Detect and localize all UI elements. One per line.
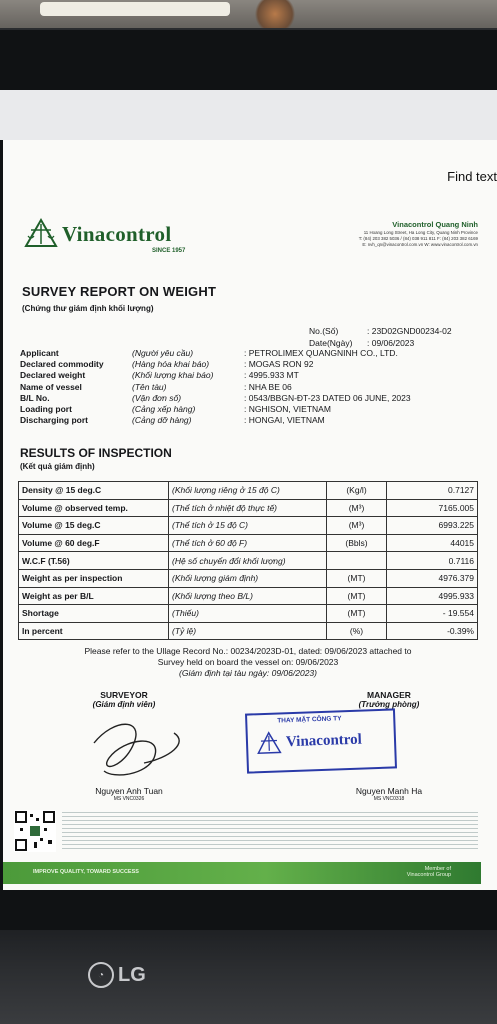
result-en: W.C.F (T.56)	[19, 552, 169, 570]
info-val: : NGHISON, VIETNAM	[244, 404, 331, 415]
branch-address: 11 Hoang Long Street, Ha Long City, Quang Ninh Province	[363, 230, 478, 235]
note-line-3: (Giám định tại tàu ngày: 09/06/2023)	[179, 668, 317, 678]
ceiling-light	[40, 2, 230, 16]
results-table	[18, 481, 478, 640]
footer-member-2: Vinacontrol Group	[406, 872, 451, 878]
footer-member	[407, 866, 451, 878]
info-row	[20, 393, 480, 404]
ceiling-lamp	[250, 0, 300, 28]
result-unit: (M³)	[327, 517, 387, 535]
branch-name: Vinacontrol Quang Ninh	[392, 220, 478, 229]
no-label: No.(Số)	[309, 326, 339, 336]
table-row	[19, 552, 478, 570]
find-text-button[interactable]: Find text	[447, 169, 497, 184]
info-val: : 0543/BBGN-ĐT-23 DATED 06 JUNE, 2023	[244, 392, 411, 403]
result-en: Weight as per inspection	[19, 569, 169, 587]
info-row	[20, 404, 480, 415]
result-unit: (MT)	[327, 605, 387, 623]
report-title: SURVEY REPORT ON WEIGHT	[22, 284, 217, 299]
result-value: 7165.005	[387, 499, 478, 517]
table-row	[19, 622, 478, 640]
result-unit: (Bbls)	[327, 534, 387, 552]
ullage-note	[14, 646, 482, 679]
result-value: 6993.225	[387, 517, 478, 535]
logo-since: SINCE 1957	[152, 248, 186, 254]
result-unit: (M³)	[327, 499, 387, 517]
branch-phone: T: (84) 203 382 5036 / (84) 038 911 811 F: (84) 203 382 6169	[358, 236, 478, 241]
table-row	[19, 569, 478, 587]
result-en: Volume @ 60 deg.F	[19, 534, 169, 552]
info-row	[20, 348, 480, 359]
footer-slogan: IMPROVE QUALITY, TOWARD SUCCESS	[33, 869, 139, 875]
lg-circle-icon: ◔	[88, 962, 114, 988]
surveyor-signature	[74, 713, 204, 783]
info-vn: (Khối lượng khai báo)	[132, 370, 214, 381]
result-vn: (Tỷ lệ)	[169, 622, 327, 640]
info-val: : MOGAS RON 92	[244, 359, 314, 370]
info-vn: (Vận đơn số)	[132, 392, 182, 403]
table-row	[19, 587, 478, 605]
result-value: 0.7116	[387, 552, 478, 570]
result-en: Volume @ observed temp.	[19, 499, 169, 517]
monitor-bezel	[0, 930, 497, 1024]
result-vn: (Thể tích ở 60 độ F)	[169, 534, 327, 552]
fine-print	[62, 812, 478, 852]
result-value: 4995.933	[387, 587, 478, 605]
table-row	[19, 517, 478, 535]
table-row	[19, 534, 478, 552]
info-val: : PETROLIMEX QUANGNINH CO., LTD.	[244, 348, 398, 358]
result-value: 0.7127	[387, 482, 478, 500]
info-list	[20, 348, 480, 426]
stamp-top-text: THAY MẶT CÔNG TY	[277, 715, 342, 725]
info-vn: (Tên tàu)	[132, 381, 167, 392]
info-vn: (Cảng dỡ hàng)	[132, 415, 192, 426]
stamp-scales-icon	[256, 730, 283, 757]
qr-code-icon	[14, 810, 56, 852]
branch-info	[218, 220, 478, 247]
manager-block	[344, 690, 434, 709]
note-line-1: Please refer to the Ullage Record No.: 00234/2023D-01, dated: 09/06/2023 attached to	[84, 646, 412, 656]
result-en: In percent	[19, 622, 169, 640]
info-vn: (Người yêu cầu)	[132, 348, 194, 358]
manager-name-block	[334, 786, 444, 802]
result-vn: (Thể tích ở nhiệt độ thực tế)	[169, 499, 327, 517]
surveyor-role-vn: (Giám định viên)	[92, 700, 156, 709]
info-en: Name of vessel	[20, 381, 82, 392]
manager-role-vn: (Trưởng phòng)	[358, 700, 420, 709]
result-vn: (Khối lượng theo B/L)	[169, 587, 327, 605]
result-vn: (Thể tích ở 15 độ C)	[169, 517, 327, 535]
info-val: : HONGAI, VIETNAM	[244, 415, 325, 426]
info-en: Loading port	[20, 404, 72, 415]
logo-wordmark: Vinacontrol	[62, 222, 172, 246]
footer-band	[3, 862, 481, 884]
result-value: 4976.379	[387, 569, 478, 587]
no-value: : 23D02GND00234-02	[367, 326, 452, 336]
info-row	[20, 370, 480, 381]
result-value: 44015	[387, 534, 478, 552]
result-vn: (Hệ số chuyển đổi khối lượng)	[169, 552, 327, 570]
info-vn: (Cảng xếp hàng)	[132, 404, 196, 415]
manager-name: Nguyen Manh Ha	[355, 786, 423, 796]
info-en: B/L No.	[20, 392, 50, 403]
vinacontrol-logo	[24, 218, 204, 254]
table-row	[19, 499, 478, 517]
result-vn: (Thiếu)	[169, 605, 327, 623]
result-unit: (%)	[327, 622, 387, 640]
footer-member-1: Member of	[424, 866, 451, 872]
surveyor-block	[84, 690, 164, 709]
surveyor-ms: MS VNC0326	[113, 796, 145, 802]
table-row	[19, 605, 478, 623]
report-subtitle: (Chứng thư giám định khối lượng)	[22, 304, 154, 313]
manager-ms: MS VNC0318	[373, 796, 405, 802]
result-unit: (MT)	[327, 569, 387, 587]
manager-role: MANAGER	[367, 690, 411, 700]
result-value: - 19.554	[387, 605, 478, 623]
info-val: : NHA BE 06	[244, 381, 292, 392]
screen-toolbar	[0, 90, 497, 140]
info-val: : 4995.933 MT	[244, 370, 299, 381]
result-value: -0.39%	[387, 622, 478, 640]
info-en: Discharging port	[20, 415, 89, 426]
result-unit	[327, 552, 387, 570]
table-row	[19, 482, 478, 500]
result-vn: (Khối lượng riêng ở 15 độ C)	[169, 482, 327, 500]
info-en: Applicant	[20, 348, 59, 358]
survey-report	[14, 208, 482, 888]
results-subtitle: (Kết quả giám định)	[20, 462, 95, 471]
info-row	[20, 359, 480, 370]
scales-logo-icon	[24, 218, 58, 250]
result-en: Volume @ 15 deg.C	[19, 517, 169, 535]
result-unit: (MT)	[327, 587, 387, 605]
results-title: RESULTS OF INSPECTION	[20, 446, 172, 460]
info-row	[20, 382, 480, 393]
surveyor-role: SURVEYOR	[100, 690, 148, 700]
surveyor-name: Nguyen Anh Tuan	[95, 786, 163, 796]
info-en: Declared weight	[20, 370, 86, 381]
info-vn: (Hàng hóa khai báo)	[132, 359, 210, 370]
branch-email: E: nvh_qn@vinacontrol.com.vn W: www.vinacontrol.com.vn	[362, 242, 478, 247]
monitor-brand: LG	[118, 963, 146, 986]
result-vn: (Khối lượng giám định)	[169, 569, 327, 587]
result-en: Density @ 15 deg.C	[19, 482, 169, 500]
company-stamp	[245, 708, 397, 773]
note-line-2: Survey held on board the vessel on: 09/06/2023	[157, 657, 339, 667]
stamp-wordmark: Vinacontrol	[285, 731, 363, 751]
surveyor-name-block	[69, 786, 189, 802]
result-en: Shortage	[19, 605, 169, 623]
result-unit: (Kg/l)	[327, 482, 387, 500]
report-meta	[309, 325, 452, 349]
result-en: Weight as per B/L	[19, 587, 169, 605]
info-en: Declared commodity	[20, 359, 104, 370]
info-row	[20, 415, 480, 426]
monitor-logo	[88, 962, 146, 988]
date-label: Date(Ngày)	[309, 338, 353, 348]
date-value: : 09/06/2023	[367, 338, 415, 348]
